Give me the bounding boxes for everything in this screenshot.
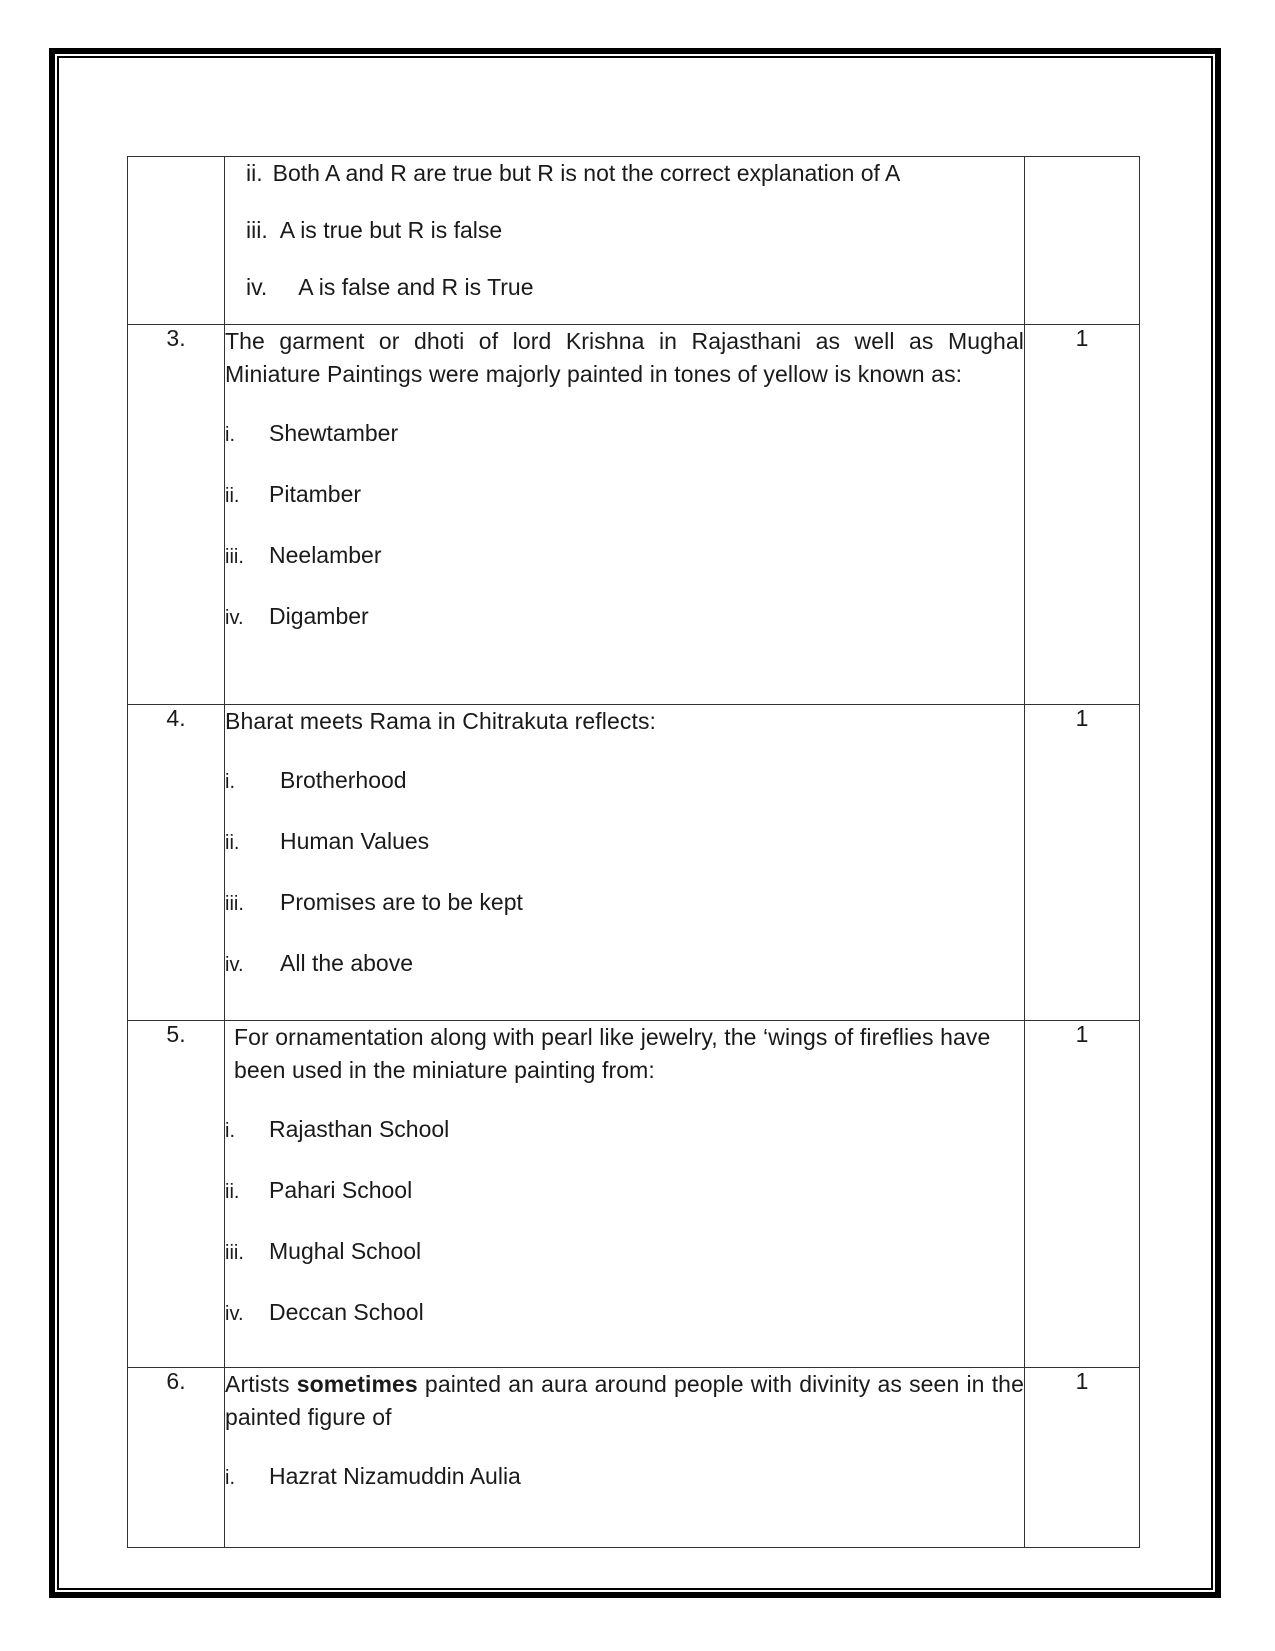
option-label: ii. bbox=[225, 1181, 240, 1203]
question-number: 3. bbox=[128, 325, 225, 705]
option-item bbox=[225, 886, 1024, 921]
option-text: Both A and R are true but R is not the correct explanation of A bbox=[272, 160, 901, 186]
options-list bbox=[225, 417, 1024, 635]
option-text: Shewtamber bbox=[269, 420, 399, 446]
option-label: ii. bbox=[246, 160, 263, 186]
option-text: Human Values bbox=[280, 828, 430, 854]
question-number-cell bbox=[128, 157, 225, 325]
option-label: ii. bbox=[225, 485, 240, 507]
question-body-cell bbox=[225, 705, 1025, 1021]
option-text: Pahari School bbox=[269, 1177, 413, 1203]
question-text bbox=[225, 1368, 1024, 1434]
option-label: iii. bbox=[225, 893, 244, 915]
option-label: iv. bbox=[225, 1303, 244, 1325]
marks-cell bbox=[1025, 157, 1140, 325]
option-item bbox=[225, 417, 1024, 452]
option-item bbox=[225, 947, 1024, 982]
question-text-end: painted an aura around people with divinity as seen in the painted figure of bbox=[225, 1371, 1024, 1430]
table-row-q6 bbox=[128, 1368, 1140, 1548]
option-text: Deccan School bbox=[269, 1299, 424, 1325]
question-number: 5. bbox=[128, 1021, 225, 1368]
option-text: Neelamber bbox=[269, 542, 382, 568]
option-text: Digamber bbox=[269, 603, 369, 629]
option-item bbox=[225, 1235, 1024, 1270]
question-body-cell bbox=[225, 325, 1025, 705]
question-number: 4. bbox=[128, 705, 225, 1021]
option-label: i. bbox=[225, 424, 235, 446]
question-marks: 1 bbox=[1025, 325, 1140, 705]
option-item bbox=[225, 478, 1024, 513]
option-item bbox=[225, 600, 1024, 635]
option-label: i. bbox=[225, 771, 235, 793]
question-text-start: Artists bbox=[225, 1371, 290, 1397]
option-item bbox=[225, 539, 1024, 574]
option-text: Pitamber bbox=[269, 481, 362, 507]
option-text: A is false and R is True bbox=[298, 274, 534, 300]
option-item bbox=[225, 1113, 1024, 1148]
option-item bbox=[225, 1296, 1024, 1331]
question-marks: 1 bbox=[1025, 1021, 1140, 1368]
option-text: A is true but R is false bbox=[279, 217, 503, 243]
option-label: ii. bbox=[225, 832, 240, 854]
option-text: Hazrat Nizamuddin Aulia bbox=[269, 1463, 521, 1489]
question-marks: 1 bbox=[1025, 705, 1140, 1021]
question-marks: 1 bbox=[1025, 1368, 1140, 1548]
question-text: Bharat meets Rama in Chitrakuta reflects: bbox=[225, 708, 657, 734]
option-label: iii. bbox=[225, 1242, 244, 1264]
question-text: The garment or dhoti of lord Krishna in Rajasthani as well as Mughal Miniature Paintings were majorly painted in tones of yellow is known as: bbox=[225, 328, 1024, 387]
option-item bbox=[225, 764, 1024, 799]
option-text: Brotherhood bbox=[280, 767, 407, 793]
question-body-cell bbox=[225, 157, 1025, 325]
option-label: iii. bbox=[225, 546, 244, 568]
option-label: iii. bbox=[246, 217, 268, 243]
option-text: Mughal School bbox=[269, 1238, 422, 1264]
options-list bbox=[225, 1113, 1024, 1331]
option-item bbox=[225, 1460, 1024, 1495]
table-row-q4 bbox=[128, 705, 1140, 1021]
options-list bbox=[225, 764, 1024, 982]
option-label: iv. bbox=[225, 954, 244, 976]
option-item bbox=[225, 1174, 1024, 1209]
table-row-continued bbox=[128, 157, 1140, 325]
option-item bbox=[246, 157, 1004, 190]
option-text: All the above bbox=[280, 950, 413, 976]
option-label: i. bbox=[225, 1467, 235, 1489]
option-item bbox=[246, 214, 1004, 247]
option-text: Rajasthan School bbox=[269, 1116, 450, 1142]
table-row-q5 bbox=[128, 1021, 1140, 1368]
option-label: i. bbox=[225, 1120, 235, 1142]
question-body-cell bbox=[225, 1368, 1025, 1548]
question-text: For ornamentation along with pearl like jewelry, the ‘wings of fireflies have been used in the miniature painting from: bbox=[234, 1024, 991, 1083]
table-row-q3 bbox=[128, 325, 1140, 705]
question-table bbox=[127, 156, 1140, 1548]
option-item bbox=[225, 825, 1024, 860]
question-number: 6. bbox=[128, 1368, 225, 1548]
question-body-cell bbox=[225, 1021, 1025, 1368]
question-text-emphasis: sometimes bbox=[296, 1371, 418, 1397]
options-list bbox=[225, 1460, 1024, 1495]
option-label: iv. bbox=[246, 274, 268, 300]
option-item bbox=[246, 271, 1004, 304]
option-text: Promises are to be kept bbox=[280, 889, 523, 915]
option-label: iv. bbox=[225, 607, 244, 629]
options-list bbox=[246, 157, 1004, 304]
